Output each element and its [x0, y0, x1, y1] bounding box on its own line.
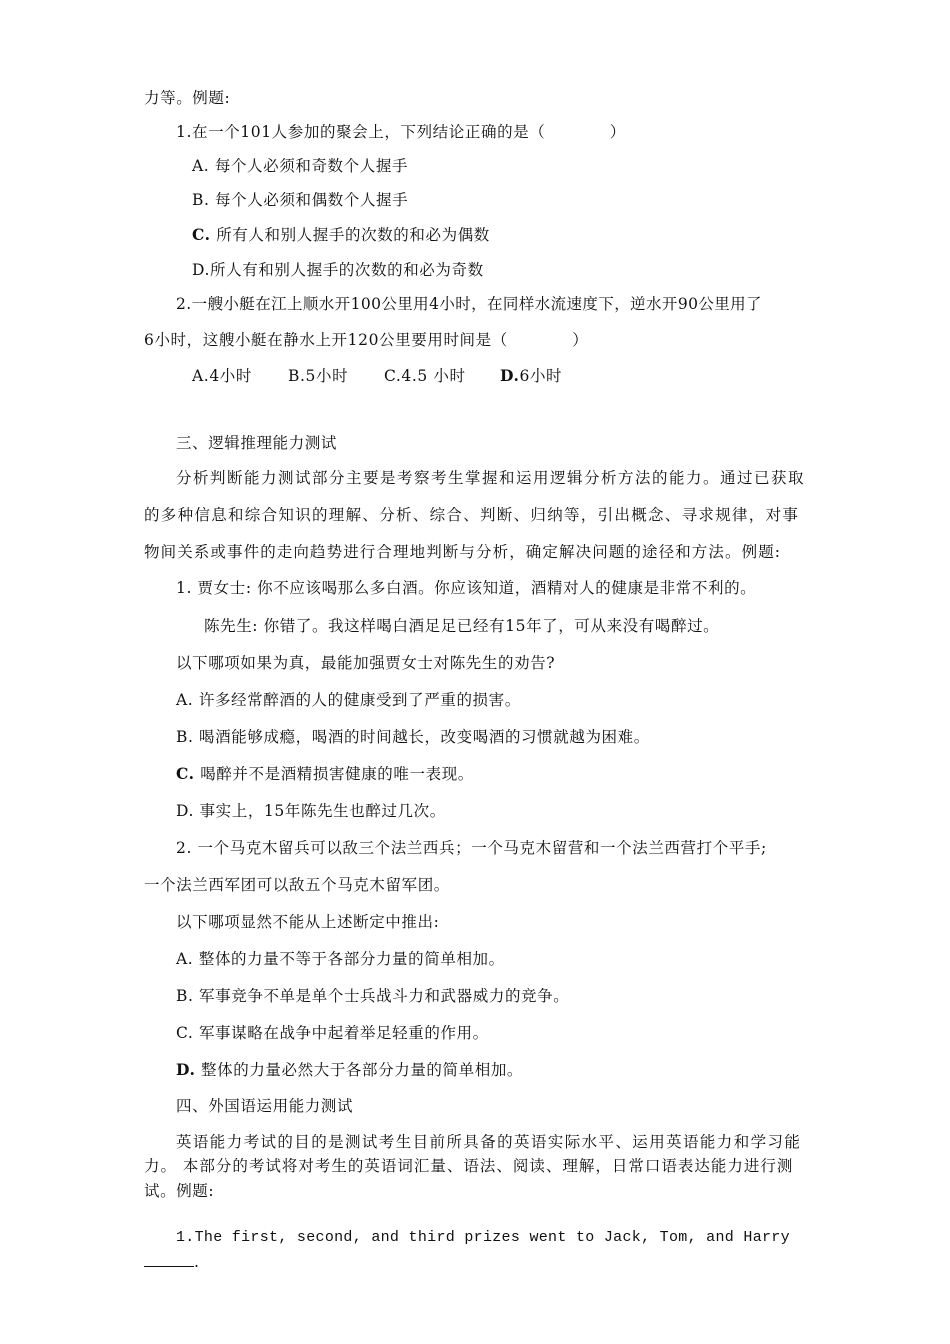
- option-b: B. 每个人必须和偶数个人握手: [192, 191, 409, 209]
- option-text: 喝醉并不是酒精损害健康的唯一表现。: [194, 765, 474, 783]
- option-c: [192, 225, 490, 245]
- paragraph-line: 的多种信息和综合知识的理解、分析、综合、判断、归纳等，引出概念、寻求规律，对事: [144, 506, 800, 524]
- option-a: A. 每个人必须和奇数个人握手: [192, 157, 409, 175]
- text-line: 陈先生: 你错了。我这样喝白酒足足已经有15年了，可从来没有喝醉过。: [204, 617, 720, 635]
- option-text: 所有人和别人握手的次数的和必为偶数: [210, 226, 490, 244]
- option-letter: C.: [176, 764, 195, 783]
- option-text: 整体的力量必然大于各部分力量的简单相加。: [195, 1061, 524, 1079]
- option-a: A. 整体的力量不等于各部分力量的简单相加。: [176, 950, 505, 968]
- question-2: 2. 一个马克木留兵可以敌三个法兰西兵；一个马克木留营和一个法兰西营打个平手;: [176, 839, 767, 857]
- paragraph-line: 分析判断能力测试部分主要是考察考生掌握和运用逻辑分析方法的能力。通过已获取: [176, 469, 806, 487]
- section-heading: 三、逻辑推理能力测试: [176, 434, 338, 452]
- text-line: 以下哪项如果为真，最能加强贾女士对陈先生的劝告?: [176, 654, 556, 672]
- option-d: D. 事实上，15年陈先生也醉过几次。: [176, 802, 446, 820]
- text-line: 6小时，这艘小艇在静水上开120公里要用时间是（ ）: [144, 331, 589, 349]
- answer-blank: [144, 1252, 194, 1267]
- paragraph-line: 试。例题:: [144, 1182, 215, 1200]
- option-d: [176, 1060, 523, 1080]
- section-heading: 四、外国语运用能力测试: [176, 1097, 354, 1115]
- option-c: C. 军事谋略在战争中起着举足轻重的作用。: [176, 1024, 489, 1042]
- option-d: [500, 366, 562, 386]
- option-a: A.4小时: [192, 367, 252, 385]
- option-b: B.5小时: [288, 367, 349, 385]
- paragraph-line: 力。 本部分的考试将对考生的英语词汇量、语法、阅读、理解，日常口语表达能力进行测: [144, 1157, 794, 1175]
- option-letter: D.: [500, 366, 520, 385]
- option-letter: C.: [192, 225, 211, 244]
- question-1: 1.在一个101人参加的聚会上，下列结论正确的是（ ）: [176, 123, 626, 141]
- text-line: 以下哪项显然不能从上述断定中推出:: [176, 913, 440, 931]
- option-c: [176, 764, 474, 784]
- option-b: B. 喝酒能够成瘾，喝酒的时间越长，改变喝酒的习惯就越为困难。: [176, 728, 650, 746]
- english-question: 1.The first, second, and third prizes went to Jack, Tom, and Harry: [176, 1229, 790, 1246]
- option-b: B. 军事竞争不单是单个士兵战斗力和武器威力的竞争。: [176, 987, 570, 1005]
- text-line: 力等。例题:: [144, 89, 231, 107]
- text-line: 一个法兰西军团可以敌五个马克木留军团。: [144, 876, 450, 894]
- option-d: D.所人有和别人握手的次数的和必为奇数: [192, 261, 484, 279]
- option-c: C.4.5 小时: [384, 367, 466, 385]
- option-letter: D.: [176, 1060, 196, 1079]
- answer-blank-line: [144, 1252, 200, 1272]
- option-a: A. 许多经常醉酒的人的健康受到了严重的损害。: [176, 691, 521, 709]
- paragraph-line: 英语能力考试的目的是测试考生目前所具备的英语实际水平、运用英语能力和学习能: [176, 1133, 802, 1151]
- question-1: 1. 贾女士: 你不应该喝那么多白酒。你应该知道，酒精对人的健康是非常不利的。: [176, 579, 757, 597]
- question-2: 2.一艘小艇在江上顺水开100公里用4小时，在同样水流速度下，逆水开90公里用了: [176, 295, 762, 313]
- text-line: .: [194, 1253, 200, 1271]
- option-text: 6小时: [519, 367, 563, 385]
- paragraph-line: 物间关系或事件的走向趋势进行合理地判断与分析，确定解决问题的途径和方法。例题:: [144, 543, 782, 561]
